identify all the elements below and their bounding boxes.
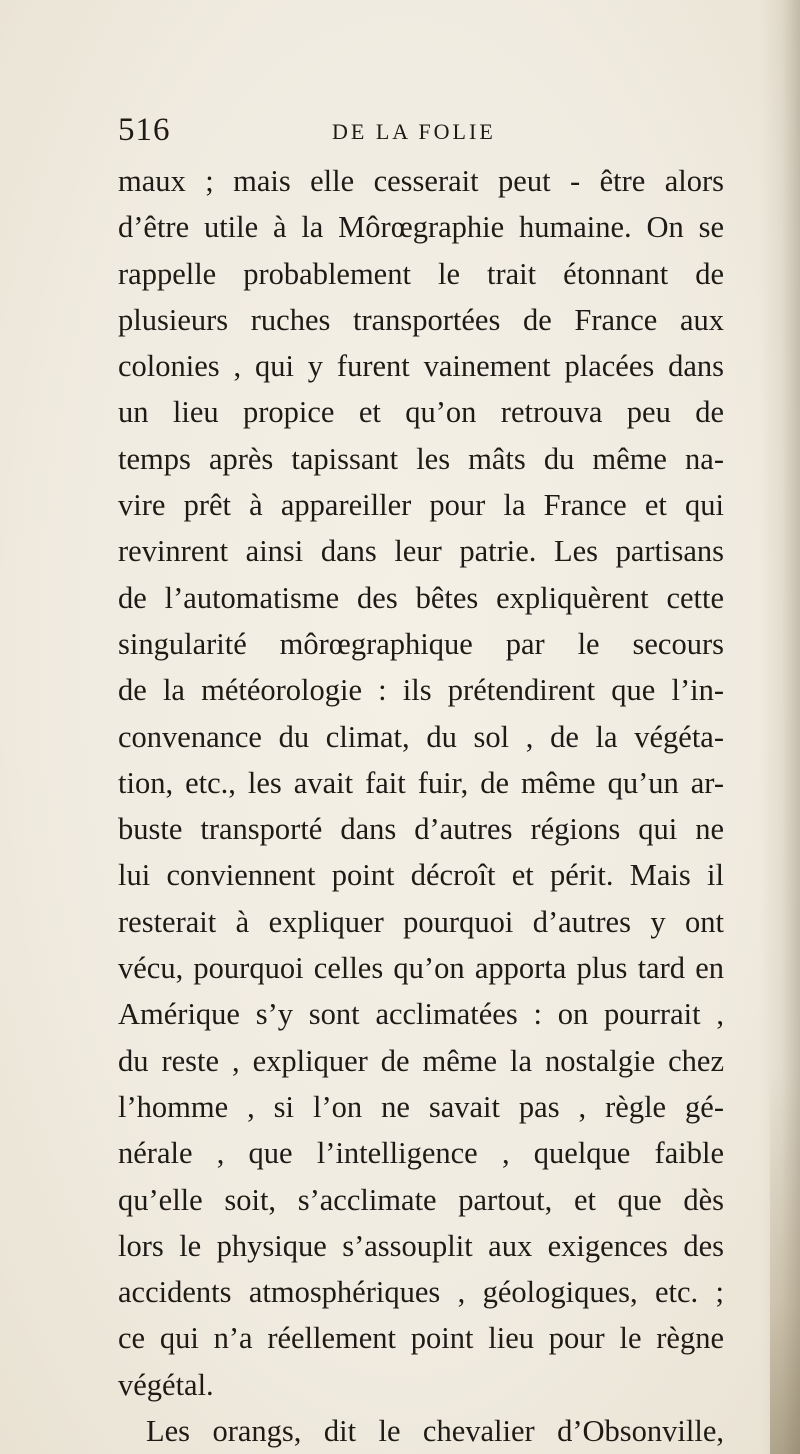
- text-line: de l’automatisme des bêtes expliquèrent cette: [118, 580, 724, 615]
- page-header: [118, 108, 728, 152]
- text-line: Les orangs, dit le chevalier d’Obsonville,: [146, 1414, 724, 1449]
- text-line: resterait à expliquer pourquoi d’autres y ont: [118, 904, 724, 939]
- text-line: lors le physique s’assouplit aux exigences des: [118, 1228, 724, 1263]
- text-line: ce qui n’a réellement point lieu pour le règne: [118, 1321, 724, 1356]
- text-line: du reste , expliquer de même la nostalgie chez: [118, 1043, 724, 1078]
- page-number: 516: [118, 112, 171, 148]
- text-line: temps après tapissant les mâts du même na-: [118, 441, 724, 476]
- text-line: d’être utile à la Môrœgraphie humaine. On se: [118, 210, 724, 245]
- running-head: DE LA FOLIE: [332, 119, 496, 144]
- text-line: un lieu propice et qu’on retrouva peu de: [118, 395, 724, 430]
- text-line: buste transporté dans d’autres régions qui ne: [118, 812, 724, 847]
- page-edge-stain: [770, 1074, 800, 1454]
- text-line: convenance du climat, du sol , de la végéta-: [118, 719, 724, 754]
- body-text: [118, 158, 724, 1454]
- text-line: accidents atmosphériques , géologiques, etc. ;: [118, 1275, 724, 1310]
- text-line: qu’elle soit, s’acclimate partout, et que dès: [118, 1182, 724, 1217]
- text-line: vire prêt à appareiller pour la France et qui: [118, 488, 724, 523]
- text-line: maux ; mais elle cesserait peut - être alors: [118, 164, 724, 198]
- text-line: Amérique s’y sont acclimatées : on pourrait ,: [118, 997, 724, 1032]
- text-line: colonies , qui y furent vainement placées dans: [118, 349, 724, 384]
- text-line: l’homme , si l’on ne savait pas , règle gé-: [118, 1089, 724, 1124]
- text-line: de la météorologie : ils prétendirent que l’in-: [118, 673, 724, 708]
- text-line: revinrent ainsi dans leur patrie. Les partisans: [118, 534, 724, 569]
- text-line: végétal.: [118, 1367, 214, 1402]
- text-line: singularité môrœgraphique par le secours: [118, 626, 724, 661]
- text-line: tion, etc., les avait fait fuir, de même qu’un ar-: [118, 765, 724, 800]
- text-line: nérale , que l’intelligence , quelque faible: [118, 1136, 724, 1171]
- text-line: vécu, pourquoi celles qu’on apporta plus tard en: [118, 951, 724, 986]
- text-line: lui conviennent point décroît et périt. Mais il: [118, 858, 724, 893]
- text-line: rappelle probablement le trait étonnant de: [118, 256, 724, 291]
- text-line: plusieurs ruches transportées de France aux: [118, 302, 724, 337]
